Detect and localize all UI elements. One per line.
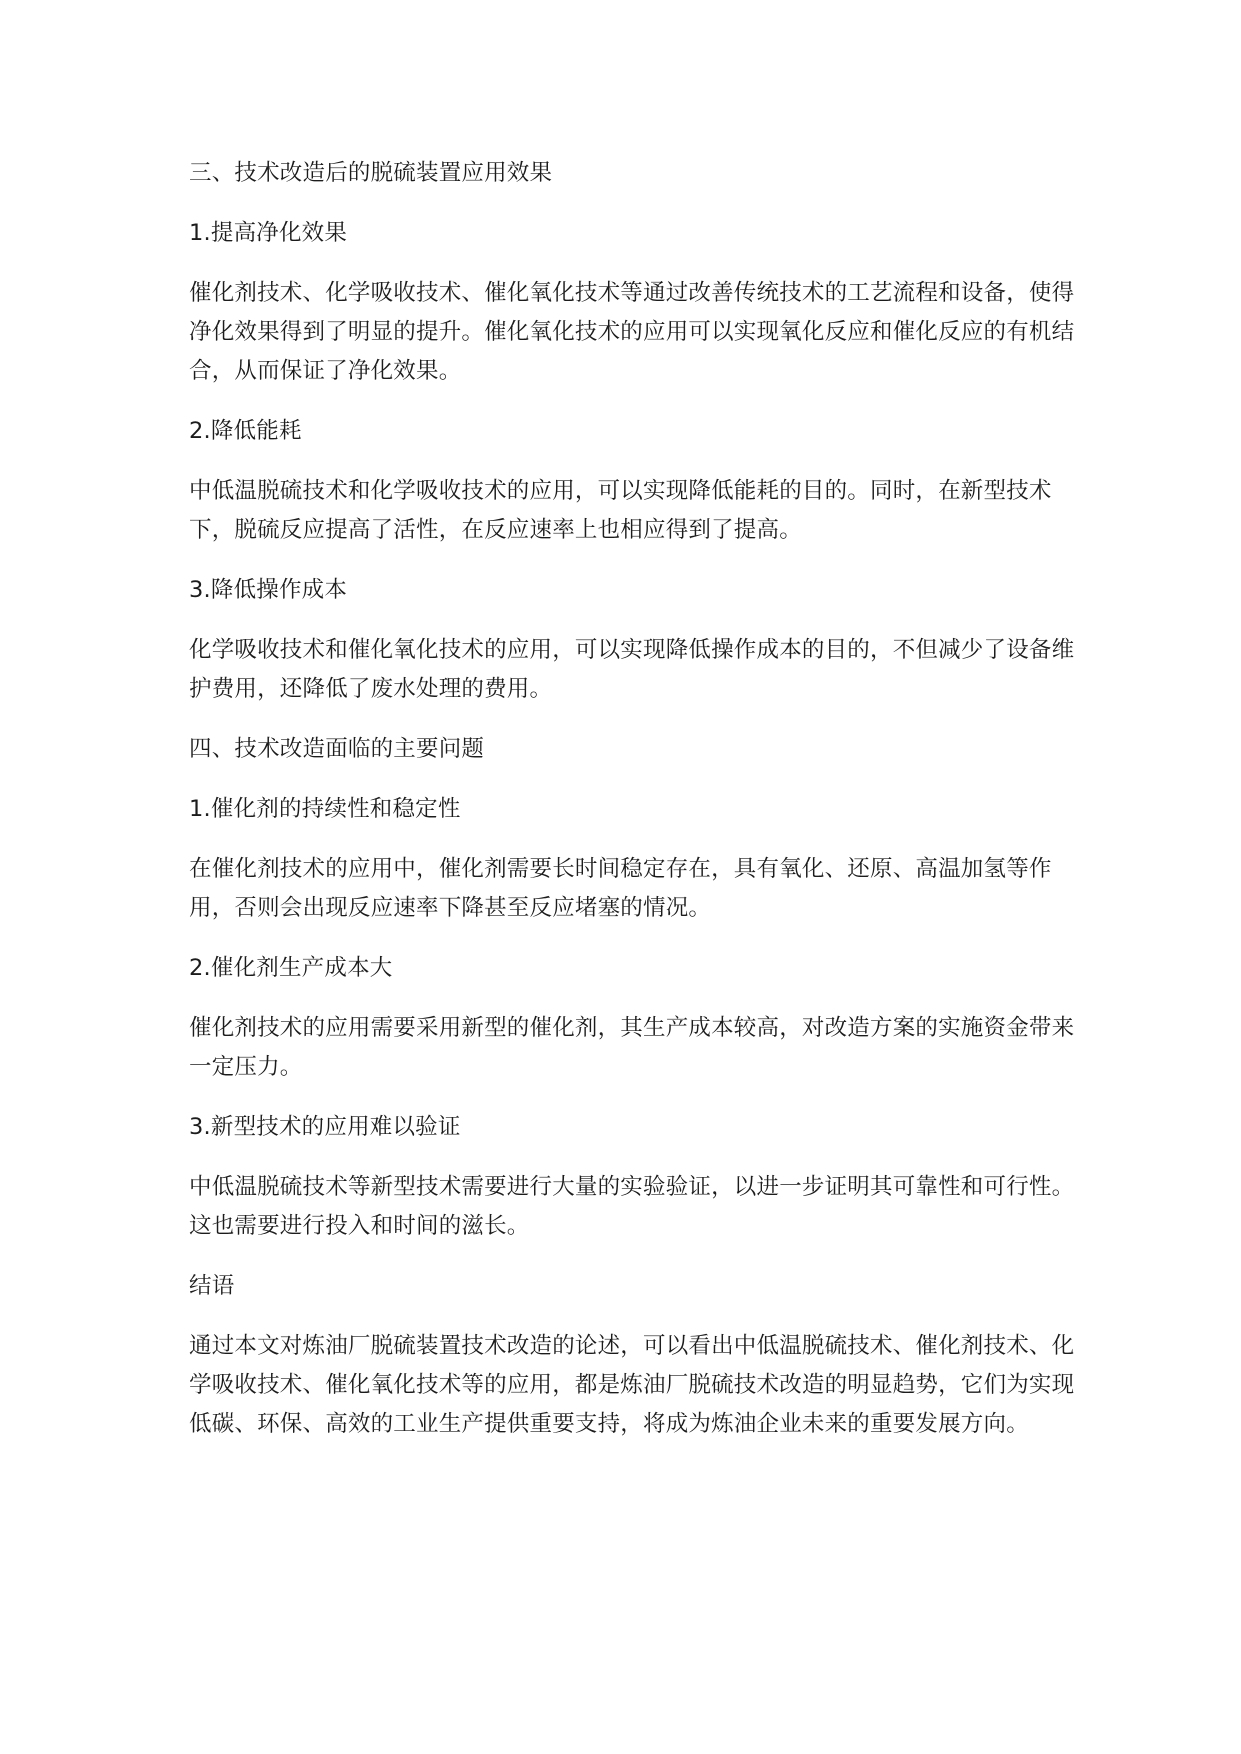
- subheading-3-1: 1.提高净化效果: [189, 220, 348, 246]
- subheading-3-2: 2.降低能耗: [189, 418, 302, 444]
- subheading-4-1: 1.催化剂的持续性和稳定性: [189, 796, 461, 822]
- conclusion-paragraph: 通过本文对炼油厂脱硫装置技术改造的论述，可以看出中低温脱硫技术、催化剂技术、化学吸收技术、催化氧化技术等的应用，都是炼油厂脱硫技术改造的明显趋势，它们为实现低碳、环保、高效的工业生产提供重要支持，将成为炼油企业未来的重要发展方向。: [189, 1333, 1075, 1437]
- subheading-4-3: 3.新型技术的应用难以验证: [189, 1114, 461, 1140]
- subheading-4-2: 2.催化剂生产成本大: [189, 955, 393, 981]
- paragraph-3-3: 化学吸收技术和催化氧化技术的应用，可以实现降低操作成本的目的，不但减少了设备维护费用，还降低了废水处理的费用。: [189, 637, 1075, 702]
- section-heading-3: 三、技术改造后的脱硫装置应用效果: [189, 160, 553, 186]
- paragraph-3-2: 中低温脱硫技术和化学吸收技术的应用，可以实现降低能耗的目的。同时，在新型技术下，脱硫反应提高了活性，在反应速率上也相应得到了提高。: [189, 478, 1052, 543]
- paragraph-4-1: 在催化剂技术的应用中，催化剂需要长时间稳定存在，具有氧化、还原、高温加氢等作用，否则会出现反应速率下降甚至反应堵塞的情况。: [189, 856, 1052, 921]
- conclusion-heading: 结语: [189, 1273, 235, 1299]
- document-body: [189, 154, 1079, 1465]
- paragraph-3-1: 催化剂技术、化学吸收技术、催化氧化技术等通过改善传统技术的工艺流程和设备，使得净化效果得到了明显的提升。催化氧化技术的应用可以实现氧化反应和催化反应的有机结合，从而保证了净化效果。: [189, 280, 1075, 384]
- section-heading-4: 四、技术改造面临的主要问题: [189, 736, 485, 762]
- paragraph-4-3: 中低温脱硫技术等新型技术需要进行大量的实验验证，以进一步证明其可靠性和可行性。这也需要进行投入和时间的滋长。: [189, 1174, 1075, 1239]
- subheading-3-3: 3.降低操作成本: [189, 577, 348, 603]
- paragraph-4-2: 催化剂技术的应用需要采用新型的催化剂，其生产成本较高，对改造方案的实施资金带来一定压力。: [189, 1015, 1075, 1080]
